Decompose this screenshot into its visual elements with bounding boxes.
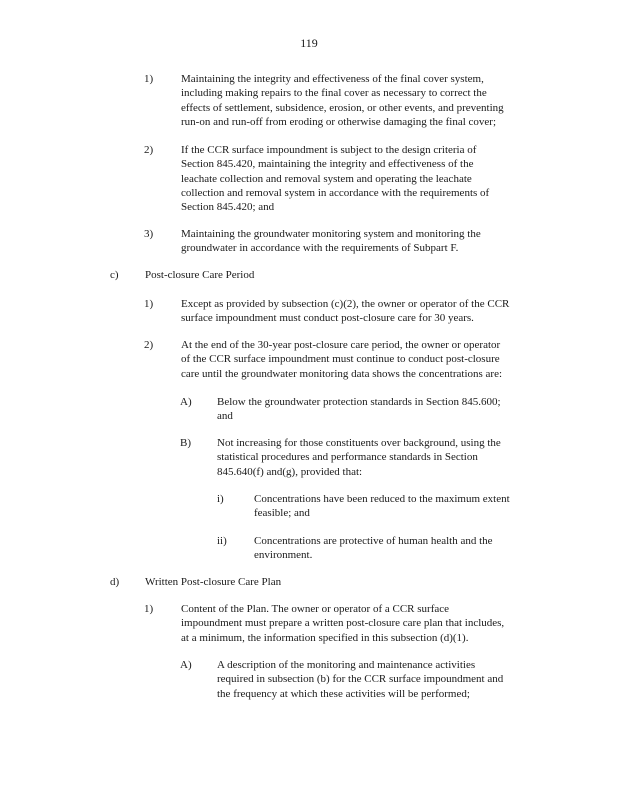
item-label: A) bbox=[180, 396, 192, 408]
item-text bbox=[181, 227, 527, 256]
item-label: A) bbox=[180, 659, 192, 671]
text-line: Maintaining the integrity and effectiveness of the final cover system, bbox=[181, 73, 484, 85]
item-text bbox=[254, 492, 530, 521]
item-text bbox=[217, 658, 529, 701]
text-line: care until the groundwater monitoring data shows the concentrations are: bbox=[181, 367, 503, 380]
text-line: the frequency at which these activities will be performed; bbox=[217, 687, 470, 700]
text-line: Except as provided by subsection (c)(2), the owner or operator of the CCR bbox=[181, 298, 510, 310]
item-label: 1) bbox=[144, 298, 154, 310]
item-label: 3) bbox=[144, 228, 154, 240]
text-line: At the end of the 30-year post-closure care period, the owner or operator bbox=[181, 339, 501, 351]
text-line: collection and removal system in accordance with the requirements of bbox=[181, 186, 490, 199]
page-number: 119 bbox=[300, 36, 318, 50]
item-text bbox=[181, 338, 527, 381]
text-line: Concentrations are protective of human health and the bbox=[254, 535, 493, 547]
item-text bbox=[181, 297, 539, 326]
item-text bbox=[217, 395, 523, 424]
item-text bbox=[181, 602, 527, 645]
text-line: Not increasing for those constituents over background, using the bbox=[217, 437, 501, 449]
item-text bbox=[254, 534, 514, 563]
text-line: at a minimum, the information specified in this subsection (d)(1). bbox=[181, 631, 469, 644]
text-line: including making repairs to the final cover as necessary to correct the bbox=[181, 87, 487, 100]
text-line: environment. bbox=[254, 549, 313, 562]
text-line: 845.640(f) and(g), provided that: bbox=[217, 465, 363, 478]
section-heading: Written Post-closure Care Plan bbox=[145, 576, 282, 588]
item-text bbox=[181, 72, 527, 129]
text-line: surface impoundment must conduct post-closure care for 30 years. bbox=[181, 312, 474, 325]
text-line: impoundment must prepare a written post-closure care plan that includes, bbox=[181, 617, 505, 630]
text-line: A description of the monitoring and maintenance activities bbox=[217, 659, 476, 671]
text-line: Below the groundwater protection standards in Section 845.600; bbox=[217, 396, 501, 408]
text-line: of the CCR surface impoundment must continue to conduct post-closure bbox=[181, 353, 500, 366]
section-label: d) bbox=[110, 576, 120, 588]
text-line: effects of settlement, subsidence, erosion, or other events, and preventing bbox=[181, 101, 504, 114]
item-label: 1) bbox=[144, 603, 154, 615]
text-line: feasible; and bbox=[254, 507, 310, 520]
text-line: leachate collection and removal system and operating the leachate bbox=[181, 172, 472, 185]
item-text bbox=[217, 436, 527, 479]
item-label: 1) bbox=[144, 73, 154, 85]
text-line: Concentrations have been reduced to the maximum extent bbox=[254, 493, 510, 505]
item-label: i) bbox=[217, 493, 224, 505]
text-line: required in subsection (b) for the CCR surface impoundment and bbox=[217, 673, 504, 686]
section-heading: Post-closure Care Period bbox=[145, 269, 255, 281]
item-label: ii) bbox=[217, 535, 227, 547]
text-line: Section 845.420; and bbox=[181, 201, 275, 214]
text-line: statistical procedures and performance standards in Section bbox=[217, 451, 478, 464]
text-line: run-on and run-off from eroding or otherwise damaging the final cover; bbox=[181, 115, 497, 128]
item-label: B) bbox=[180, 437, 191, 449]
section-label: c) bbox=[110, 269, 119, 281]
item-text bbox=[181, 143, 527, 214]
item-label: 2) bbox=[144, 339, 154, 351]
text-line: groundwater in accordance with the requirements of Subpart F. bbox=[181, 242, 459, 255]
item-label: 2) bbox=[144, 144, 154, 156]
text-line: and bbox=[217, 410, 233, 423]
text-line: Section 845.420, maintaining the integrity and effectiveness of the bbox=[181, 158, 474, 171]
text-line: Content of the Plan. The owner or operator of a CCR surface bbox=[181, 603, 450, 615]
text-line: If the CCR surface impoundment is subject to the design criteria of bbox=[181, 144, 477, 156]
text-line: Maintaining the groundwater monitoring system and monitoring the bbox=[181, 228, 481, 240]
